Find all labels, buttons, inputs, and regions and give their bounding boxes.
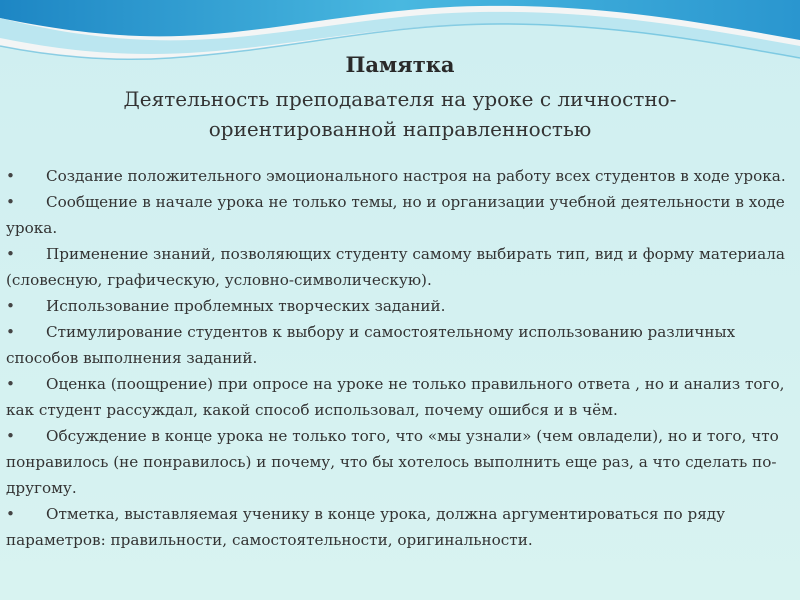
list-item-text: Отметка, выставляемая ученику в конце урока, должна аргументироваться по ряду параметров: правильности, самостоятельности, оригинальности. xyxy=(6,505,726,549)
memo-list xyxy=(6,163,792,553)
bullet-icon: • xyxy=(6,297,15,315)
list-item xyxy=(6,189,792,241)
list-item-text: Стимулирование студентов к выбору и самостоятельному использованию различных способов выполнения заданий. xyxy=(6,323,736,367)
bullet-icon: • xyxy=(6,375,15,393)
list-item-text: Обсуждение в конце урока не только того, что «мы узнали» (чем овладели), но и того, что понравилось (не понравилось) и почему, что бы хотелось выполнить еще раз, а что сделать по-другому. xyxy=(6,427,779,497)
bullet-icon: • xyxy=(6,167,15,185)
slide-title: Памятка xyxy=(345,52,455,77)
list-item-text: Оценка (поощрение) при опросе на уроке не только правильного ответа , но и анализ того, как студент рассуждал, какой способ использовал, почему ошибся и в чём. xyxy=(6,375,785,419)
list-item xyxy=(6,319,792,371)
list-item xyxy=(6,371,792,423)
bullet-icon: • xyxy=(6,245,15,263)
bullet-icon: • xyxy=(6,323,15,341)
list-item-text: Использование проблемных творческих заданий. xyxy=(46,297,446,315)
list-item-text: Создание положительного эмоционального настроя на работу всех студентов в ходе урока. xyxy=(46,167,786,185)
bullet-icon: • xyxy=(6,427,15,445)
bullet-icon: • xyxy=(6,193,15,211)
list-item-text: Применение знаний, позволяющих студенту самому выбирать тип, вид и форму материала (словесную, графическую, условно-символическую). xyxy=(6,245,785,289)
list-item xyxy=(6,423,792,501)
list-item xyxy=(6,163,792,189)
list-item-text: Сообщение в начале урока не только темы, но и организации учебной деятельности в ходе урока. xyxy=(6,193,785,237)
list-item xyxy=(6,293,792,319)
list-item xyxy=(6,241,792,293)
bullet-icon: • xyxy=(6,505,15,523)
list-item xyxy=(6,501,792,553)
slide-subtitle: Деятельность преподавателя на уроке с личностно-ориентированной направленностью xyxy=(123,87,677,141)
